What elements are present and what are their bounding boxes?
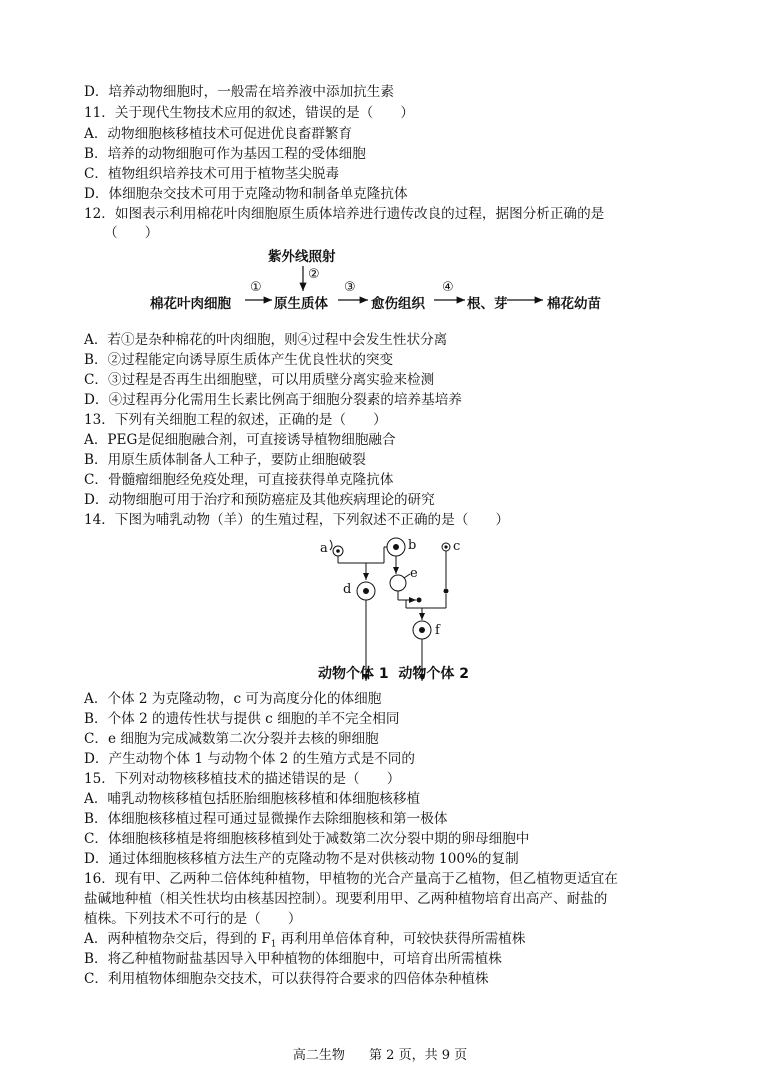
option-c: C．骨髓瘤细胞经免疫处理，可直接获得单克隆抗体 xyxy=(84,472,394,488)
step-1-label: ① xyxy=(250,280,262,295)
option-a: A．个体 2 为克隆动物，c 可为高度分化的体细胞 xyxy=(84,691,382,707)
label-b: b xyxy=(408,538,417,553)
option-d: D．通过体细胞核移植方法生产的克隆动物不是对供核动物 100%的复制 xyxy=(84,851,519,867)
question-15-stem: 15．下列对动物核移植技术的描述错误的是（ ） xyxy=(84,771,401,787)
footer-subject: 高二生物 xyxy=(292,1048,345,1063)
footer-page-number: 第 2 页，共 9 页 xyxy=(369,1048,468,1063)
label-c: c xyxy=(453,539,461,554)
option-a-text-cont: 再利用单倍体育种，可较快获得所需植株 xyxy=(276,931,526,947)
process-flow-diagram xyxy=(150,240,620,320)
question-16-stem: 16．现有甲、乙两种二倍体纯种植物，甲植物的光合产量高于乙植物，但乙植物更适宜在 xyxy=(84,871,618,887)
stage-root-bud: 根、芽 xyxy=(467,296,508,312)
option-a: A．哺乳动物核移植包括胚胎细胞核移植和体细胞核移植 xyxy=(84,791,421,807)
reproduction-captions xyxy=(318,663,469,683)
label-a: a xyxy=(320,541,328,556)
option-d: D．④过程再分化需用生长素比例高于细胞分裂素的培养基培养 xyxy=(84,392,462,408)
option-b: B．将乙种植物耐盐基因导入甲种植物的体细胞中，可培育出所需植株 xyxy=(84,951,502,967)
option-b: B．培养的动物细胞可作为基因工程的受体细胞 xyxy=(84,146,366,162)
question-11-stem: 11．关于现代生物技术应用的叙述，错误的是（ ） xyxy=(84,105,414,121)
uv-label: 紫外线照射 xyxy=(268,249,336,265)
stage-seedling: 棉花幼苗 xyxy=(547,296,601,312)
stage-leaf-cell: 棉花叶肉细胞 xyxy=(150,296,231,312)
option-b: B．用原生质体制备人工种子，要防止细胞破裂 xyxy=(84,452,366,468)
stage-protoplast: 原生质体 xyxy=(274,296,328,312)
f1-subscript: 1 xyxy=(270,939,277,950)
label-d: d xyxy=(343,582,352,597)
question-13-stem: 13．下列有关细胞工程的叙述，正确的是（ ） xyxy=(84,412,387,428)
question-14-stem: 14．下图为哺乳动物（羊）的生殖过程，下列叙述不正确的是（ ） xyxy=(84,512,510,528)
page-footer xyxy=(0,1044,760,1063)
option-b: B．体细胞核移植过程可通过显微操作去除细胞核和第一极体 xyxy=(84,811,448,827)
option-a: A．动物细胞核移植技术可促进优良畜群繁育 xyxy=(84,126,353,142)
option-c: C．③过程是否再生出细胞壁，可以用质壁分离实验来检测 xyxy=(84,372,435,388)
option-c: C．e 细胞为完成减数第二次分裂并去核的卵细胞 xyxy=(84,731,379,747)
option-a: A．若①是杂种棉花的叶肉细胞，则④过程中会发生性状分离 xyxy=(84,332,448,348)
option-c: C．植物组织培养技术可用于植物茎尖脱毒 xyxy=(84,166,340,182)
step-3-label: ③ xyxy=(344,280,356,295)
option-d: D．体细胞杂交技术可用于克隆动物和制备单克隆抗体 xyxy=(84,186,408,202)
step-2-label: ② xyxy=(308,267,320,282)
option-b: B．②过程能定向诱导原生质体产生优良性状的突变 xyxy=(84,352,394,368)
stage-callus: 愈伤组织 xyxy=(371,296,425,312)
label-e: e xyxy=(410,566,418,581)
option-a: A．PEG是促细胞融合剂，可直接诱导植物细胞融合 xyxy=(84,432,396,448)
caption-individual-2: 动物个体 2 xyxy=(398,666,469,682)
option-d: D．产生动物个体 1 与动物个体 2 的生殖方式是不同的 xyxy=(84,751,415,767)
option-c: C．利用植物体细胞杂交技术，可以获得符合要求的四倍体杂种植株 xyxy=(84,971,489,987)
option-b: B．个体 2 的遗传性状与提供 c 细胞的羊不完全相同 xyxy=(84,711,400,727)
option-c: C．体细胞核移植是将细胞核移植到处于减数第二次分裂中期的卵母细胞中 xyxy=(84,831,530,847)
label-f: f xyxy=(435,623,440,638)
option-d: D．动物细胞可用于治疗和预防癌症及其他疾病理论的研究 xyxy=(84,492,435,508)
caption-individual-1: 动物个体 1 xyxy=(318,666,389,682)
step-4-label: ④ xyxy=(442,280,454,295)
question-16-stem-cont: 盐碱地种植（相关性状均由核基因控制）。现要利用甲、乙两种植物培育出高产、耐盐的 xyxy=(84,891,608,907)
question-12-stem: 12．如图表示利用棉花叶肉细胞原生质体培养进行遗传改良的过程，据图分析正确的是 xyxy=(84,206,605,222)
answer-paren: （ ） xyxy=(104,225,159,241)
option-11-prev-d: D．培养动物细胞时，一般需在培养液中添加抗生素 xyxy=(84,84,394,100)
question-16-stem-end: 植株。下列技术不可行的是（ ） xyxy=(84,911,302,927)
option-a-text: A．两种植物杂交后，得到的 F xyxy=(84,931,271,947)
